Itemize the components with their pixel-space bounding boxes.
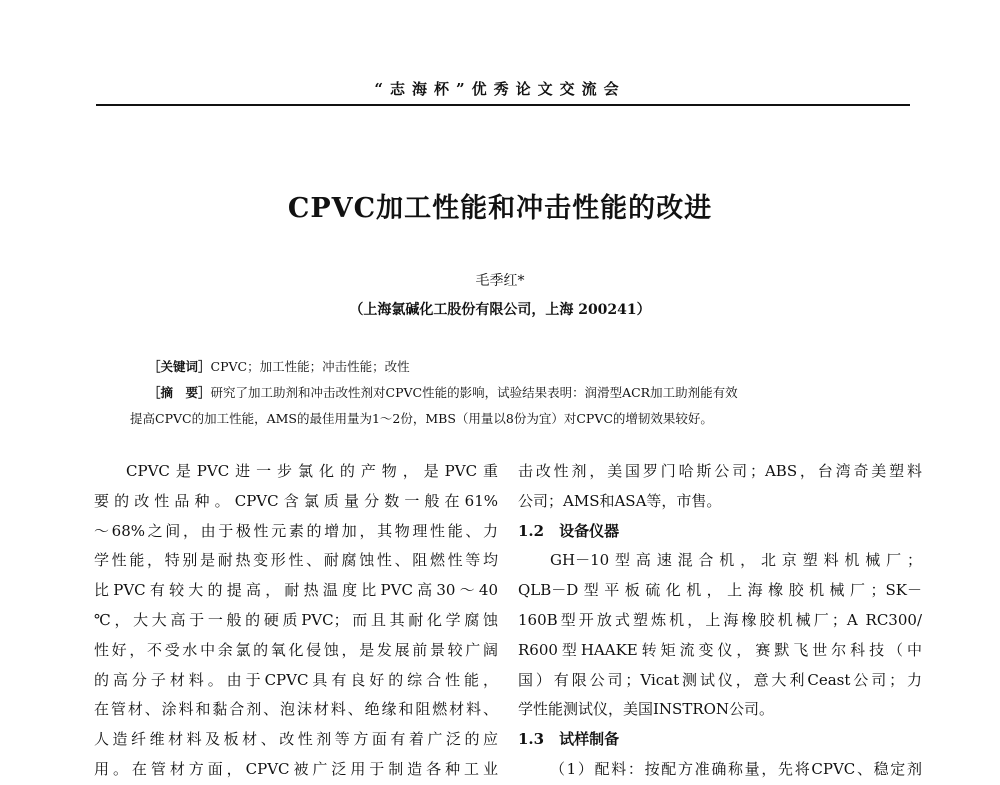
body-line: 比PVC有较大的提高，耐热温度比PVC高30～40 bbox=[94, 581, 498, 600]
body-line: ℃，大大高于一般的硬质PVC；而且其耐化学腐蚀 bbox=[94, 610, 498, 629]
body-line: GH－10型高速混合机，北京塑料机械厂； bbox=[550, 551, 922, 570]
body-line: QLB－D型平板硫化机，上海橡胶机械厂；SK－ bbox=[518, 581, 922, 600]
section-heading-1-3: 1.3 试样制备 bbox=[518, 730, 620, 749]
keywords-label: ［关键词］ bbox=[148, 359, 211, 374]
body-line: 160B型开放式塑炼机，上海橡胶机械厂；A RC300/ bbox=[518, 610, 922, 629]
paper-title: CPVC加工性能和冲击性能的改进 bbox=[287, 193, 713, 224]
header-rule bbox=[96, 104, 910, 106]
body-line: 学性能，特别是耐热变形性、耐腐蚀性、阻燃性等均 bbox=[94, 551, 498, 570]
body-line: 用。在管材方面，CPVC被广泛用于制造各种工业 bbox=[94, 759, 498, 778]
running-head: “志海杯”优秀论文交流会 bbox=[374, 80, 626, 98]
affiliation: （上海氯碱化工股份有限公司，上海 200241） bbox=[349, 302, 651, 318]
body-right-column bbox=[518, 457, 922, 785]
body-line: CPVC是PVC进一步氯化的产物，是PVC重 bbox=[126, 462, 498, 480]
body-line: 学性能测试仪，美国INSTRON公司。 bbox=[518, 700, 775, 719]
body-line: R600型HAAKE转矩流变仪，赛默飞世尔科技（中 bbox=[518, 640, 922, 659]
abstract-label: ［摘 要］ bbox=[148, 385, 211, 400]
abstract-line-2: 提高CPVC的加工性能，AMS的最佳用量为1～2份，MBS（用量以8份为宜）对CPVC的增韧效果较好。 bbox=[130, 411, 713, 426]
body-line: 性好，不受水中余氯的氧化侵蚀，是发展前景较广阔 bbox=[94, 640, 498, 659]
body-line: 的高分子材料。由于CPVC具有良好的综合性能， bbox=[94, 670, 498, 689]
body-line: 要的改性品种。CPVC含氯质量分数一般在61% bbox=[94, 491, 498, 510]
body-line: （1）配料：按配方准确称量，先将CPVC、稳定剂 bbox=[550, 759, 922, 778]
keywords-text: CPVC；加工性能；冲击性能；改性 bbox=[210, 359, 410, 374]
body-line: ～68%之间，由于极性元素的增加，其物理性能、力 bbox=[94, 521, 498, 540]
abstract-text-1: 研究了加工助剂和冲击改性剂对CPVC性能的影响，试验结果表明：润滑型ACR加工助剂能有效 bbox=[210, 385, 738, 400]
keywords bbox=[148, 357, 918, 375]
abstract-line-1 bbox=[148, 383, 918, 401]
body-line: 击改性剂，美国罗门哈斯公司；ABS，台湾奇美塑料 bbox=[518, 462, 922, 480]
body-line: 国）有限公司；Vicat测试仪，意大利Ceast公司；力 bbox=[518, 670, 922, 689]
body-line: 在管材、涂料和黏合剂、泡沫材料、绝缘和阻燃材料、 bbox=[94, 700, 498, 719]
body-line: 公司；AMS和ASA等，市售。 bbox=[518, 491, 722, 510]
body-left-column bbox=[94, 457, 498, 785]
body-line: 人造纤维材料及板材、改性剂等方面有着广泛的应 bbox=[94, 730, 498, 749]
section-heading-1-2: 1.2 设备仪器 bbox=[518, 521, 620, 540]
author: 毛季红* bbox=[475, 273, 525, 289]
